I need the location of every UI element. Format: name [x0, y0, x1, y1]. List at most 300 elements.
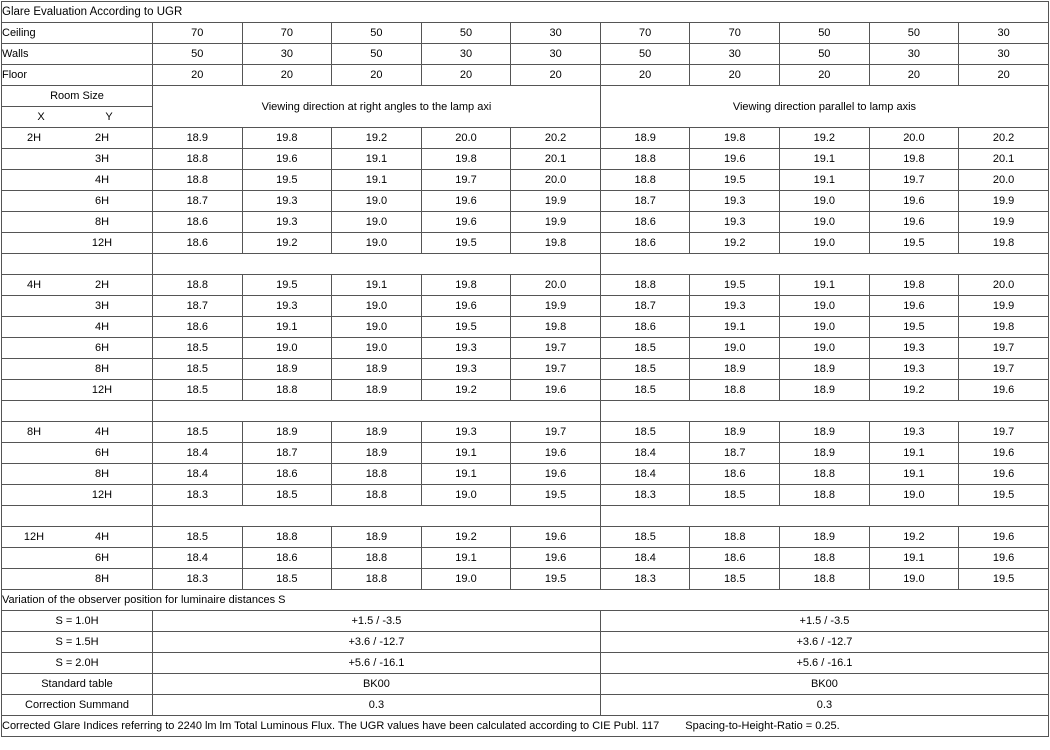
floor-value: 20 — [869, 65, 959, 86]
ugr-value-perpendicular: 19.1 — [332, 149, 422, 170]
ugr-value-perpendicular: 19.0 — [332, 212, 422, 233]
ugr-value-perpendicular: 19.7 — [511, 422, 601, 443]
table-row — [2, 149, 1049, 170]
variation-label: S = 2.0H — [2, 653, 153, 674]
ugr-value-perpendicular: 18.3 — [152, 569, 242, 590]
reflectance-row-ceiling — [2, 23, 1049, 44]
ugr-value-perpendicular: 19.2 — [242, 233, 332, 254]
walls-value: 50 — [780, 44, 870, 65]
ugr-value-parallel: 18.6 — [600, 233, 690, 254]
room-size-y: 2H — [94, 132, 110, 144]
ugr-value-parallel: 18.9 — [690, 422, 780, 443]
room-size-y: 12H — [91, 237, 113, 249]
ugr-value-perpendicular: 19.1 — [242, 317, 332, 338]
ugr-value-parallel: 19.6 — [959, 464, 1049, 485]
table-row — [2, 443, 1049, 464]
ugr-value-parallel: 19.7 — [959, 338, 1049, 359]
ugr-value-perpendicular: 19.9 — [511, 296, 601, 317]
ugr-value-parallel: 19.6 — [869, 212, 959, 233]
table-row — [2, 485, 1049, 506]
spacer-cell — [2, 506, 153, 527]
ugr-value-parallel: 20.1 — [959, 149, 1049, 170]
ugr-value-parallel: 18.5 — [690, 485, 780, 506]
ugr-value-parallel: 19.2 — [780, 128, 870, 149]
ugr-value-parallel: 18.7 — [690, 443, 780, 464]
ugr-data-body — [2, 128, 1049, 590]
room-size-x: 4H — [26, 279, 42, 291]
ugr-value-parallel: 19.1 — [869, 464, 959, 485]
ugr-value-parallel: 18.5 — [600, 527, 690, 548]
ugr-value-parallel: 18.5 — [600, 422, 690, 443]
ugr-value-parallel: 19.0 — [869, 485, 959, 506]
room-size-cell — [2, 485, 153, 506]
ugr-value-perpendicular: 19.5 — [511, 485, 601, 506]
room-size-cell — [2, 380, 153, 401]
ugr-value-parallel: 19.7 — [959, 422, 1049, 443]
ugr-value-parallel: 19.7 — [959, 359, 1049, 380]
floor-value: 20 — [690, 65, 780, 86]
table-row — [2, 569, 1049, 590]
ugr-value-perpendicular: 19.6 — [511, 464, 601, 485]
ugr-value-parallel: 18.6 — [690, 548, 780, 569]
room-size-x: 8H — [26, 426, 42, 438]
ugr-value-perpendicular: 19.5 — [421, 233, 511, 254]
group-header-perpendicular: Viewing direction at right angles to the lamp axi — [152, 86, 600, 128]
floor-value: 20 — [332, 65, 422, 86]
room-size-y: 4H — [94, 531, 110, 543]
room-size-header: Room Size — [2, 86, 153, 107]
ugr-value-parallel: 19.8 — [869, 275, 959, 296]
ugr-value-parallel: 19.3 — [869, 359, 959, 380]
ugr-value-perpendicular: 20.1 — [511, 149, 601, 170]
ugr-value-parallel: 18.6 — [600, 212, 690, 233]
room-size-cell — [2, 233, 153, 254]
ugr-value-parallel: 19.8 — [869, 149, 959, 170]
ugr-value-parallel: 18.8 — [600, 170, 690, 191]
ugr-value-parallel: 19.3 — [690, 212, 780, 233]
ugr-value-perpendicular: 19.6 — [242, 149, 332, 170]
table-row — [2, 380, 1049, 401]
ugr-value-parallel: 18.9 — [780, 380, 870, 401]
walls-value: 30 — [242, 44, 332, 65]
ugr-value-perpendicular: 18.8 — [152, 275, 242, 296]
spacer-cell — [2, 401, 153, 422]
ugr-value-perpendicular: 19.0 — [421, 485, 511, 506]
standard-table-row — [2, 674, 1049, 695]
ugr-value-parallel: 19.9 — [959, 212, 1049, 233]
ugr-value-parallel: 19.3 — [869, 422, 959, 443]
ugr-value-parallel: 19.3 — [690, 296, 780, 317]
walls-value: 30 — [869, 44, 959, 65]
room-size-y: 4H — [94, 174, 110, 186]
ugr-value-parallel: 18.9 — [780, 527, 870, 548]
ugr-value-parallel: 19.0 — [780, 338, 870, 359]
table-row — [2, 233, 1049, 254]
ugr-value-perpendicular: 18.6 — [152, 233, 242, 254]
ugr-value-parallel: 19.3 — [869, 338, 959, 359]
room-size-cell — [2, 569, 153, 590]
table-row — [2, 317, 1049, 338]
room-size-y: 6H — [94, 195, 110, 207]
ugr-value-perpendicular: 19.6 — [511, 548, 601, 569]
room-size-y: 6H — [94, 342, 110, 354]
ugr-value-perpendicular: 19.5 — [511, 569, 601, 590]
ugr-value-parallel: 18.7 — [600, 296, 690, 317]
ugr-value-parallel: 19.9 — [959, 296, 1049, 317]
table-row — [2, 296, 1049, 317]
ugr-value-perpendicular: 18.5 — [152, 380, 242, 401]
ugr-value-parallel: 18.6 — [690, 464, 780, 485]
ugr-value-perpendicular: 18.5 — [152, 422, 242, 443]
ugr-value-parallel: 19.9 — [959, 191, 1049, 212]
walls-value: 50 — [332, 44, 422, 65]
row-label-ceiling: Ceiling — [2, 23, 153, 44]
ugr-value-perpendicular: 18.7 — [242, 443, 332, 464]
ugr-value-perpendicular: 18.5 — [242, 569, 332, 590]
room-size-y: 12H — [91, 384, 113, 396]
ugr-value-perpendicular: 18.6 — [242, 464, 332, 485]
table-row — [2, 170, 1049, 191]
ugr-value-parallel: 18.3 — [600, 485, 690, 506]
ugr-value-parallel: 19.5 — [869, 317, 959, 338]
ugr-value-perpendicular: 18.3 — [152, 485, 242, 506]
floor-value: 20 — [959, 65, 1049, 86]
ugr-value-parallel: 19.1 — [869, 548, 959, 569]
ugr-value-perpendicular: 19.3 — [421, 359, 511, 380]
ugr-value-parallel: 18.4 — [600, 464, 690, 485]
room-size-y: 3H — [94, 153, 110, 165]
ugr-value-perpendicular: 19.6 — [421, 296, 511, 317]
ugr-value-parallel: 18.8 — [780, 569, 870, 590]
ugr-value-parallel: 18.8 — [780, 548, 870, 569]
spacer-cell — [152, 506, 600, 527]
ugr-value-perpendicular: 19.8 — [511, 317, 601, 338]
ugr-value-parallel: 19.5 — [959, 569, 1049, 590]
variation-row — [2, 653, 1049, 674]
ugr-value-perpendicular: 19.3 — [242, 191, 332, 212]
ugr-value-parallel: 20.0 — [959, 275, 1049, 296]
ugr-value-parallel: 18.8 — [780, 464, 870, 485]
ugr-value-perpendicular: 18.8 — [332, 464, 422, 485]
ceiling-value: 50 — [869, 23, 959, 44]
reflectance-row-floor — [2, 65, 1049, 86]
room-size-cell — [2, 464, 153, 485]
spacer-cell — [600, 254, 1048, 275]
ugr-value-perpendicular: 19.5 — [242, 170, 332, 191]
ceiling-value: 50 — [421, 23, 511, 44]
footer-row — [2, 716, 1049, 737]
ugr-value-perpendicular: 18.5 — [242, 485, 332, 506]
table-row — [2, 464, 1049, 485]
standard-table-label: Standard table — [2, 674, 153, 695]
variation-right-value: +3.6 / -12.7 — [600, 632, 1048, 653]
ugr-value-parallel: 20.0 — [869, 128, 959, 149]
room-size-y: 4H — [94, 426, 110, 438]
ugr-value-parallel: 18.4 — [600, 548, 690, 569]
correction-summand-right: 0.3 — [600, 695, 1048, 716]
room-size-cell — [2, 128, 153, 149]
room-size-y: 8H — [94, 363, 110, 375]
ugr-value-parallel: 19.0 — [780, 317, 870, 338]
ugr-value-perpendicular: 18.6 — [152, 317, 242, 338]
variation-left-value: +3.6 / -12.7 — [152, 632, 600, 653]
table-row — [2, 191, 1049, 212]
walls-value: 30 — [959, 44, 1049, 65]
spacer-cell — [152, 254, 600, 275]
ugr-value-perpendicular: 19.8 — [421, 149, 511, 170]
room-size-y: 2H — [94, 279, 110, 291]
ugr-value-perpendicular: 19.2 — [332, 128, 422, 149]
ugr-value-perpendicular: 19.6 — [511, 443, 601, 464]
title-row — [2, 2, 1049, 23]
room-size-cell — [2, 317, 153, 338]
ugr-value-perpendicular: 18.7 — [152, 191, 242, 212]
ugr-value-parallel: 19.1 — [690, 317, 780, 338]
ugr-value-perpendicular: 19.1 — [421, 548, 511, 569]
ugr-table — [1, 1, 1049, 737]
ugr-value-perpendicular: 18.5 — [152, 338, 242, 359]
ceiling-value: 70 — [152, 23, 242, 44]
room-size-y: 12H — [91, 489, 113, 501]
ugr-value-perpendicular: 19.1 — [421, 443, 511, 464]
ugr-value-perpendicular: 19.0 — [242, 338, 332, 359]
table-row — [2, 275, 1049, 296]
ugr-value-perpendicular: 19.2 — [421, 527, 511, 548]
spacer-cell — [600, 401, 1048, 422]
ugr-value-perpendicular: 18.8 — [152, 170, 242, 191]
room-size-x: 2H — [26, 132, 42, 144]
ugr-value-parallel: 19.0 — [780, 212, 870, 233]
ugr-value-parallel: 18.8 — [690, 527, 780, 548]
correction-summand-label: Correction Summand — [2, 695, 153, 716]
spacer-cell — [600, 506, 1048, 527]
variation-title: Variation of the observer position for luminaire distances S — [2, 590, 1049, 611]
ugr-value-perpendicular: 18.4 — [152, 548, 242, 569]
ugr-value-perpendicular: 18.9 — [152, 128, 242, 149]
ugr-value-parallel: 19.8 — [959, 233, 1049, 254]
ugr-value-perpendicular: 19.6 — [421, 212, 511, 233]
ugr-value-perpendicular: 18.5 — [152, 527, 242, 548]
spacer-cell — [152, 401, 600, 422]
room-size-cell — [2, 296, 153, 317]
room-size-cell — [2, 422, 153, 443]
ugr-value-parallel: 19.6 — [959, 548, 1049, 569]
ugr-value-perpendicular: 19.3 — [242, 212, 332, 233]
room-size-cell — [2, 275, 153, 296]
ceiling-value: 30 — [959, 23, 1049, 44]
ceiling-value: 70 — [600, 23, 690, 44]
ugr-value-parallel: 19.6 — [959, 443, 1049, 464]
variation-row — [2, 632, 1049, 653]
ugr-value-perpendicular: 18.8 — [152, 149, 242, 170]
room-size-cell — [2, 338, 153, 359]
correction-summand-row — [2, 695, 1049, 716]
walls-value: 30 — [690, 44, 780, 65]
ugr-value-parallel: 19.6 — [959, 527, 1049, 548]
ugr-value-parallel: 19.2 — [869, 527, 959, 548]
ugr-value-parallel: 19.8 — [959, 317, 1049, 338]
ugr-value-perpendicular: 19.1 — [332, 275, 422, 296]
ugr-value-perpendicular: 18.6 — [152, 212, 242, 233]
ugr-value-parallel: 18.7 — [600, 191, 690, 212]
ugr-value-perpendicular: 19.0 — [332, 296, 422, 317]
room-size-y: 8H — [94, 468, 110, 480]
room-size-cell — [2, 191, 153, 212]
room-size-y: 8H — [94, 573, 110, 585]
ugr-value-perpendicular: 18.7 — [152, 296, 242, 317]
footer-note — [2, 716, 1049, 737]
ugr-value-parallel: 18.5 — [600, 380, 690, 401]
ugr-value-parallel: 19.1 — [780, 275, 870, 296]
row-label-walls: Walls — [2, 44, 153, 65]
walls-value: 50 — [600, 44, 690, 65]
xy-header — [2, 107, 153, 128]
ugr-value-parallel: 19.3 — [690, 191, 780, 212]
ugr-value-parallel: 19.6 — [690, 149, 780, 170]
ugr-value-perpendicular: 18.6 — [242, 548, 332, 569]
ugr-value-perpendicular: 19.3 — [421, 422, 511, 443]
ugr-value-perpendicular: 18.8 — [332, 569, 422, 590]
table-row — [2, 422, 1049, 443]
x-header: X — [37, 111, 45, 123]
room-size-cell — [2, 548, 153, 569]
ugr-value-perpendicular: 20.2 — [511, 128, 601, 149]
floor-value: 20 — [780, 65, 870, 86]
variation-right-value: +1.5 / -3.5 — [600, 611, 1048, 632]
ugr-value-perpendicular: 19.9 — [511, 191, 601, 212]
ugr-value-parallel: 18.5 — [690, 569, 780, 590]
ugr-value-parallel: 18.9 — [780, 359, 870, 380]
ugr-value-perpendicular: 18.9 — [242, 359, 332, 380]
ugr-value-parallel: 19.7 — [869, 170, 959, 191]
ugr-value-perpendicular: 18.8 — [332, 548, 422, 569]
y-header: Y — [105, 111, 113, 123]
ugr-value-perpendicular: 19.6 — [421, 191, 511, 212]
ugr-value-parallel: 18.4 — [600, 443, 690, 464]
room-size-y: 8H — [94, 216, 110, 228]
ugr-value-perpendicular: 18.4 — [152, 464, 242, 485]
correction-summand-left: 0.3 — [152, 695, 600, 716]
ugr-value-perpendicular: 19.0 — [332, 191, 422, 212]
ugr-value-perpendicular: 18.9 — [332, 527, 422, 548]
ugr-value-parallel: 19.6 — [959, 380, 1049, 401]
floor-value: 20 — [242, 65, 332, 86]
ugr-value-perpendicular: 19.9 — [511, 212, 601, 233]
ugr-value-perpendicular: 19.7 — [421, 170, 511, 191]
ugr-value-parallel: 18.5 — [600, 359, 690, 380]
ugr-value-perpendicular: 19.0 — [421, 569, 511, 590]
table-row — [2, 338, 1049, 359]
room-size-cell — [2, 443, 153, 464]
walls-value: 30 — [421, 44, 511, 65]
variation-right-value: +5.6 / -16.1 — [600, 653, 1048, 674]
ugr-value-parallel: 20.2 — [959, 128, 1049, 149]
ugr-value-parallel: 19.0 — [869, 569, 959, 590]
ugr-value-parallel: 18.8 — [690, 380, 780, 401]
ugr-value-parallel: 20.0 — [959, 170, 1049, 191]
spacer-cell — [2, 254, 153, 275]
table-row — [2, 212, 1049, 233]
footer-spacing-ratio: Spacing-to-Height-Ratio = 0.25. — [685, 720, 840, 732]
footer-text: Corrected Glare Indices referring to 2240 lm lm Total Luminous Flux. The UGR values have been calculated according to CIE Publ. 117 — [2, 720, 660, 732]
row-label-floor: Floor — [2, 65, 153, 86]
ugr-value-perpendicular: 18.9 — [332, 380, 422, 401]
group-spacer-row — [2, 401, 1049, 422]
ugr-value-parallel: 19.2 — [690, 233, 780, 254]
ugr-value-perpendicular: 19.8 — [242, 128, 332, 149]
ugr-value-perpendicular: 19.2 — [421, 380, 511, 401]
ceiling-value: 50 — [332, 23, 422, 44]
ugr-value-perpendicular: 18.9 — [332, 359, 422, 380]
standard-table-left: BK00 — [152, 674, 600, 695]
ugr-value-parallel: 18.3 — [600, 569, 690, 590]
ugr-value-parallel: 19.2 — [869, 380, 959, 401]
variation-left-value: +5.6 / -16.1 — [152, 653, 600, 674]
room-size-cell — [2, 359, 153, 380]
ugr-value-parallel: 19.1 — [869, 443, 959, 464]
ugr-value-parallel: 18.9 — [780, 422, 870, 443]
room-size-y: 4H — [94, 321, 110, 333]
ugr-value-perpendicular: 18.9 — [242, 422, 332, 443]
room-size-cell — [2, 170, 153, 191]
table-row — [2, 359, 1049, 380]
floor-value: 20 — [600, 65, 690, 86]
ugr-value-perpendicular: 19.5 — [421, 317, 511, 338]
walls-value: 50 — [152, 44, 242, 65]
floor-value: 20 — [421, 65, 511, 86]
ugr-value-perpendicular: 19.3 — [242, 296, 332, 317]
page-title: Glare Evaluation According to UGR — [2, 2, 1049, 23]
ugr-value-perpendicular: 18.8 — [242, 380, 332, 401]
ugr-value-perpendicular: 18.5 — [152, 359, 242, 380]
ugr-value-parallel: 19.1 — [780, 149, 870, 170]
room-size-x: 12H — [23, 531, 45, 543]
room-size-cell — [2, 149, 153, 170]
group-spacer-row — [2, 506, 1049, 527]
ugr-value-perpendicular: 19.6 — [511, 380, 601, 401]
table-row — [2, 527, 1049, 548]
ugr-value-perpendicular: 19.7 — [511, 359, 601, 380]
ugr-value-parallel: 19.0 — [690, 338, 780, 359]
ugr-value-perpendicular: 18.8 — [242, 527, 332, 548]
ugr-value-perpendicular: 19.3 — [421, 338, 511, 359]
group-header-parallel: Viewing direction parallel to lamp axis — [600, 86, 1048, 128]
variation-row — [2, 611, 1049, 632]
ugr-value-parallel: 19.6 — [869, 191, 959, 212]
ugr-value-parallel: 18.5 — [600, 338, 690, 359]
room-size-cell — [2, 527, 153, 548]
ugr-value-parallel: 19.5 — [690, 170, 780, 191]
ugr-value-perpendicular: 18.9 — [332, 443, 422, 464]
ugr-value-perpendicular: 19.8 — [511, 233, 601, 254]
room-size-y: 6H — [94, 552, 110, 564]
floor-value: 20 — [152, 65, 242, 86]
ugr-value-parallel: 19.0 — [780, 296, 870, 317]
standard-table-right: BK00 — [600, 674, 1048, 695]
ugr-value-perpendicular: 18.9 — [332, 422, 422, 443]
ugr-value-perpendicular: 19.1 — [332, 170, 422, 191]
floor-value: 20 — [511, 65, 601, 86]
ugr-value-perpendicular: 19.6 — [511, 527, 601, 548]
ugr-value-perpendicular: 18.8 — [332, 485, 422, 506]
ugr-value-parallel: 18.8 — [780, 485, 870, 506]
ceiling-value: 70 — [242, 23, 332, 44]
room-size-cell — [2, 212, 153, 233]
ugr-value-perpendicular: 19.0 — [332, 317, 422, 338]
ceiling-value: 50 — [780, 23, 870, 44]
group-spacer-row — [2, 254, 1049, 275]
ugr-value-perpendicular: 19.1 — [421, 464, 511, 485]
